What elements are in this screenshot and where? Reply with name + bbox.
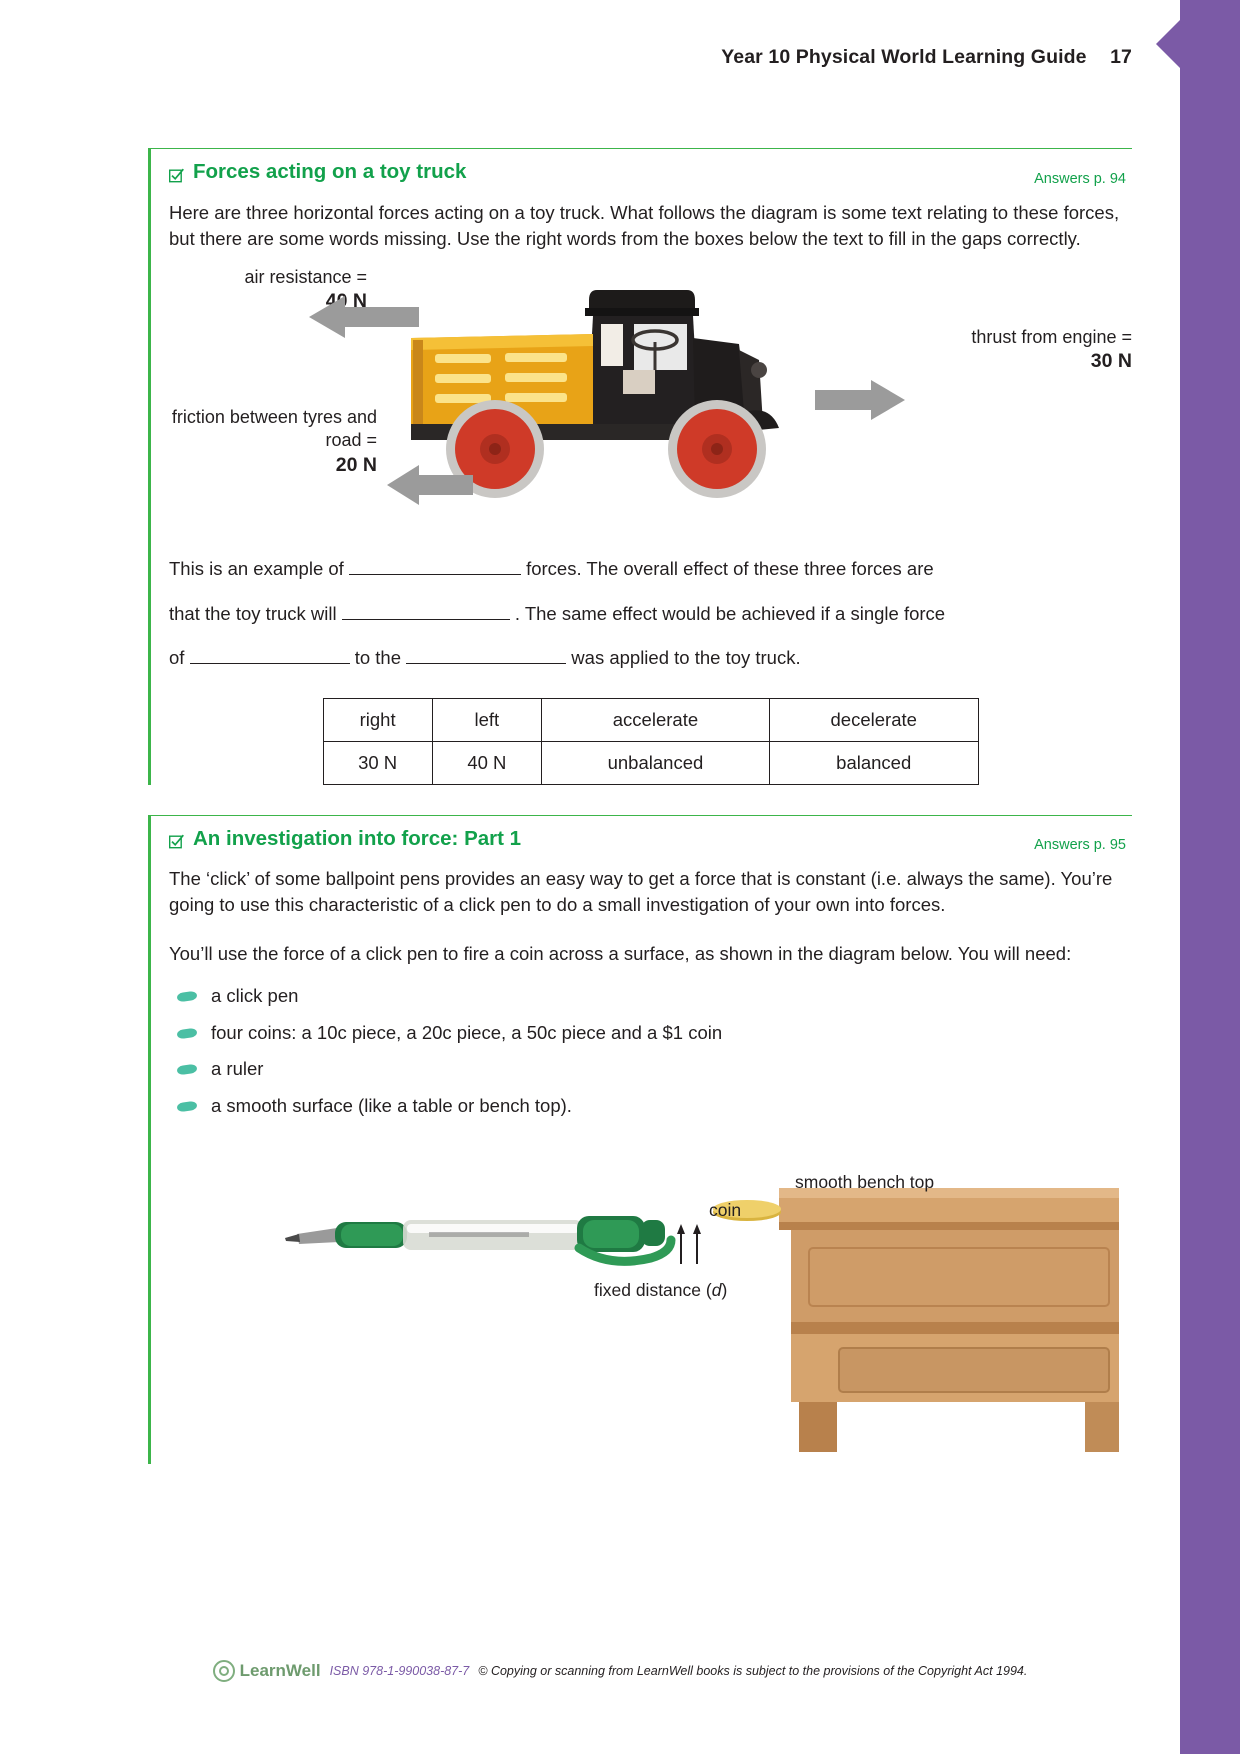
air-resistance-value: 40 N xyxy=(325,290,367,313)
word-option[interactable]: 40 N xyxy=(432,741,541,784)
leaf-bullet-icon xyxy=(176,1064,197,1076)
pen-coin-bench-figure xyxy=(169,1152,1132,1452)
activity1-answers-ref: Answers p. 94 xyxy=(1034,170,1126,187)
list-item: a ruler xyxy=(169,1056,1132,1093)
activity-investigation-into-force-part1 xyxy=(148,815,1132,1465)
learnwell-logo xyxy=(213,1660,321,1682)
gap-blank-3[interactable] xyxy=(190,649,350,664)
tick-box-icon xyxy=(169,165,184,180)
page-number: 17 xyxy=(1110,46,1132,68)
leaf-bullet-icon xyxy=(176,990,197,1002)
thrust-arrow-icon xyxy=(815,379,905,421)
friction-arrow-icon xyxy=(387,464,473,506)
activity2-header xyxy=(169,816,1132,854)
activity1-intro: Here are three horizontal forces acting on a toy truck. What follows the diagram is some text relating to these forces, but there are some words missing. Use the right words from the boxes below the text to fill in the gaps correctly. xyxy=(169,201,1120,249)
isbn-text: ISBN 978-1-990038-87-7 xyxy=(329,1664,470,1678)
page-edge-decoration xyxy=(1162,0,1240,1754)
page-header xyxy=(721,46,1132,69)
activity1-header xyxy=(169,149,1132,187)
page-footer xyxy=(0,1660,1240,1685)
learnwell-mark-icon xyxy=(213,1660,235,1682)
tick-box-icon xyxy=(169,831,184,846)
table-row xyxy=(323,741,978,784)
copyright-text: © Copying or scanning from LearnWell books is subject to the provisions of the Copyright Act 1994. xyxy=(478,1664,1028,1678)
table-row xyxy=(323,698,978,741)
activity1-title: Forces acting on a toy truck xyxy=(193,160,467,183)
list-item: a click pen xyxy=(169,983,1132,1020)
word-option[interactable]: right xyxy=(323,698,432,741)
list-item: a smooth surface (like a table or bench top). xyxy=(169,1093,1132,1130)
brand-name: LearnWell xyxy=(239,1661,321,1680)
list-item: four coins: a 10c piece, a 20c piece, a 50c piece and a $1 coin xyxy=(169,1020,1132,1057)
toy-truck-figure xyxy=(169,266,1132,534)
thrust-label: thrust from engine = 30 N xyxy=(971,327,1132,373)
gapfill-line-1: This is an example of forces. The overall effect of these three forces are xyxy=(169,558,934,580)
activity2-para-2: You’ll use the force of a click pen to fire a coin across a surface, as shown in the diagram below. You will need: xyxy=(169,942,1072,964)
leaf-bullet-icon xyxy=(176,1101,197,1113)
word-option[interactable]: 30 N xyxy=(323,741,432,784)
leaf-bullet-icon xyxy=(176,1027,197,1039)
word-bank-table xyxy=(323,698,979,785)
gap-blank-1[interactable] xyxy=(349,560,521,575)
pen-coin-bench-diagram xyxy=(279,1152,1134,1452)
fixed-distance-label: fixed distance (d) xyxy=(594,1280,728,1301)
materials-list xyxy=(169,983,1132,1130)
coin-label: coin xyxy=(709,1200,742,1221)
activity2-title: An investigation into force: Part 1 xyxy=(193,826,522,850)
activity2-title-group xyxy=(169,827,521,851)
friction-value: 20 N xyxy=(335,453,377,476)
gapfill-line-2: that the toy truck will . The same effect would be achieved if a single force xyxy=(169,602,946,624)
activity-forces-on-toy-truck xyxy=(148,148,1132,785)
activity2-para-1: The ‘click’ of some ballpoint pens provides an easy way to get a force that is constant (i.e. always the same). You’re going to use this characteristic of a click pen to do a small investigation of your own into forces. xyxy=(169,868,1113,916)
activity2-answers-ref: Answers p. 95 xyxy=(1034,837,1126,854)
word-option[interactable]: unbalanced xyxy=(541,741,769,784)
word-option[interactable]: balanced xyxy=(769,741,978,784)
header-title: Year 10 Physical World Learning Guide xyxy=(721,46,1087,68)
gapfill-line-3: of to the was applied to the toy truck. xyxy=(169,647,801,669)
activity1-title-group xyxy=(169,160,466,184)
page-content xyxy=(148,148,1132,1464)
gap-blank-4[interactable] xyxy=(406,649,566,664)
thrust-value: 30 N xyxy=(1090,350,1132,373)
word-option[interactable]: left xyxy=(432,698,541,741)
friction-label: friction between tyres and road = 20 N xyxy=(171,407,377,476)
purple-edge-notch xyxy=(1156,18,1182,70)
air-resistance-label: air resistance = 40 N xyxy=(244,267,367,313)
purple-edge-bar xyxy=(1180,0,1240,1754)
word-option[interactable]: accelerate xyxy=(541,698,769,741)
gap-blank-2[interactable] xyxy=(342,605,510,620)
bench-top-label: smooth bench top xyxy=(795,1172,935,1193)
word-option[interactable]: decelerate xyxy=(769,698,978,741)
